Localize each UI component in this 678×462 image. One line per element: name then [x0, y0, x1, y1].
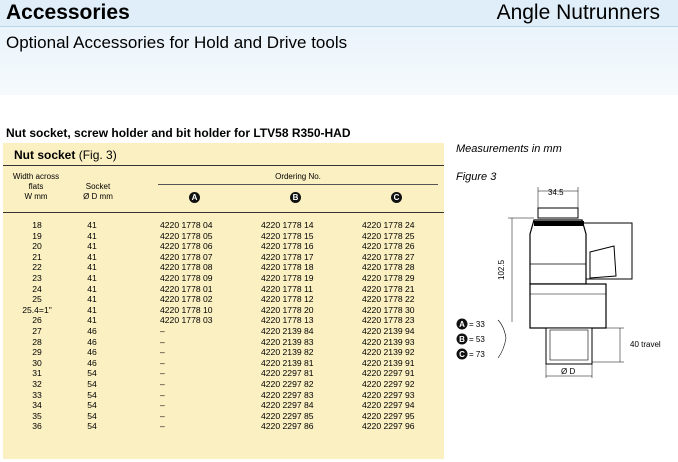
- cell-order-a: 4220 1778 10: [160, 304, 213, 315]
- dim-b-label: = 53: [469, 335, 485, 344]
- cell-order-b: 4220 1778 17: [261, 251, 314, 262]
- table-row: [3, 379, 444, 389]
- cell-order-b: 4220 1778 19: [261, 273, 314, 283]
- cell-width: 21: [32, 251, 42, 262]
- diameter-label: Ø D: [561, 367, 576, 376]
- table-row: [3, 347, 444, 357]
- travel-label: 40 travel: [630, 340, 661, 349]
- cell-order-b: 4220 2297 85: [261, 410, 314, 421]
- cell-width: 20: [32, 241, 42, 252]
- cell-socket: 41: [87, 251, 97, 262]
- cell-width: 24: [32, 283, 42, 294]
- table-row: [3, 273, 444, 283]
- cell-order-c: 4220 1778 23: [362, 315, 415, 326]
- col-header-width-line3: W mm: [24, 192, 48, 201]
- col-header-socket-line1: Socket: [85, 182, 111, 191]
- cell-order-a: 4220 1778 03: [160, 315, 213, 326]
- cell-width: 35: [32, 410, 42, 421]
- cell-socket: 41: [87, 241, 97, 252]
- col-header-socket: [74, 182, 122, 202]
- cell-order-b: 4220 2139 82: [261, 347, 314, 358]
- cell-order-c: 4220 1778 28: [362, 262, 415, 273]
- cell-order-c: 4220 2297 93: [362, 389, 415, 400]
- table-row: [3, 294, 444, 304]
- col-header-socket-line2: Ø D mm: [83, 192, 113, 201]
- table-row: [3, 315, 444, 325]
- cell-order-a: 4220 1778 07: [160, 251, 213, 262]
- cell-order-b: 4220 2139 81: [261, 357, 314, 368]
- cell-width: 25.4=1": [22, 304, 52, 315]
- cell-order-c: 4220 1778 30: [362, 304, 415, 315]
- cell-order-a: –: [160, 357, 165, 368]
- cell-order-b: 4220 1778 14: [261, 220, 314, 230]
- cell-width: 28: [32, 336, 42, 347]
- product-category: Angle Nutrunners: [496, 1, 660, 24]
- table-row: [3, 241, 444, 251]
- lower-body: [530, 284, 606, 328]
- table-rule-top: [3, 165, 444, 166]
- cell-width: 32: [32, 379, 42, 389]
- circle-a-icon: A: [189, 192, 200, 203]
- table-rule-header: [3, 212, 444, 213]
- cell-socket: 46: [87, 347, 97, 358]
- cell-width: 33: [32, 389, 42, 400]
- cell-order-b: 4220 1778 12: [261, 294, 314, 305]
- cell-order-b: 4220 1778 13: [261, 315, 314, 326]
- table-row: [3, 368, 444, 378]
- table-row: [3, 411, 444, 421]
- col-header-width-line2: flats: [28, 182, 44, 191]
- table-row: [3, 252, 444, 262]
- cell-order-c: 4220 2297 91: [362, 368, 415, 379]
- cell-width: 34: [32, 400, 42, 411]
- cell-order-b: 4220 1778 11: [261, 283, 313, 294]
- cell-order-a: 4220 1778 02: [160, 294, 213, 305]
- cell-order-b: 4220 2297 83: [261, 389, 314, 400]
- cell-order-a: –: [160, 379, 165, 389]
- cell-width: 19: [32, 230, 42, 241]
- table-row: [3, 231, 444, 241]
- cell-socket: 46: [87, 326, 97, 336]
- table-label-suffix: (Fig. 3): [78, 148, 117, 162]
- side-notch: [590, 246, 616, 278]
- cell-socket: 41: [87, 230, 97, 241]
- cell-order-a: 4220 1778 05: [160, 230, 213, 241]
- cell-width: 27: [32, 326, 42, 336]
- table-row: [3, 262, 444, 272]
- cell-socket: 54: [87, 379, 97, 389]
- cell-order-a: 4220 1778 04: [160, 220, 213, 230]
- cell-socket: 54: [87, 400, 97, 411]
- cell-width: 36: [32, 421, 42, 432]
- cell-order-a: –: [160, 400, 165, 411]
- cell-order-c: 4220 1778 27: [362, 251, 415, 262]
- cell-width: 29: [32, 347, 42, 358]
- cell-order-a: 4220 1778 01: [160, 283, 213, 294]
- cell-order-a: –: [160, 326, 165, 336]
- cell-socket: 41: [87, 315, 97, 326]
- cell-socket: 41: [87, 220, 97, 230]
- cell-width: 25: [32, 294, 42, 305]
- dim-a-label: = 33: [469, 320, 485, 329]
- cell-order-a: –: [160, 347, 165, 358]
- cell-order-c: 4220 2297 92: [362, 379, 415, 389]
- cell-order-a: 4220 1778 09: [160, 273, 213, 283]
- page-title: Accessories: [6, 1, 130, 24]
- table-rule-ordering: [158, 184, 438, 185]
- dim-height-label: 102.5: [497, 259, 506, 280]
- table-label: [14, 148, 117, 162]
- cell-order-a: –: [160, 336, 165, 347]
- cell-order-a: –: [160, 389, 165, 400]
- cell-socket: 54: [87, 368, 97, 379]
- nut-socket-diagram: [450, 180, 672, 380]
- table-row: [3, 337, 444, 347]
- marker-a-letter: A: [459, 320, 465, 329]
- cell-socket: 41: [87, 283, 97, 294]
- table-row: [3, 326, 444, 336]
- cell-order-b: 4220 2297 86: [261, 421, 314, 432]
- cell-order-c: 4220 1778 29: [362, 273, 415, 283]
- marker-c-letter: C: [459, 350, 465, 359]
- circle-c-icon: C: [391, 192, 402, 203]
- cell-socket: 54: [87, 421, 97, 432]
- cell-order-b: 4220 2297 81: [261, 368, 314, 379]
- cell-order-b: 4220 2139 84: [261, 326, 314, 336]
- marker-b-letter: B: [459, 335, 465, 344]
- cell-width: 22: [32, 262, 42, 273]
- table-row: [3, 220, 444, 230]
- cell-order-b: 4220 1778 15: [261, 230, 314, 241]
- cell-order-b: 4220 1778 18: [261, 262, 314, 273]
- cell-width: 30: [32, 357, 42, 368]
- cell-order-a: 4220 1778 08: [160, 262, 213, 273]
- cell-order-c: 4220 2139 92: [362, 347, 415, 358]
- table-row: [3, 358, 444, 368]
- cell-order-c: 4220 1778 21: [362, 283, 415, 294]
- cell-order-b: 4220 2297 84: [261, 400, 314, 411]
- measurements-note: Measurements in mm: [456, 143, 562, 155]
- col-header-width: [6, 172, 66, 202]
- cell-order-c: 4220 2297 94: [362, 400, 415, 411]
- cell-order-c: 4220 2297 95: [362, 410, 415, 421]
- table-row: [3, 305, 444, 315]
- table-row: [3, 421, 444, 431]
- circle-b-icon: B: [290, 192, 301, 203]
- cell-socket: 54: [87, 410, 97, 421]
- cell-socket: 41: [87, 262, 97, 273]
- dark-band: [534, 221, 584, 226]
- cell-order-c: 4220 1778 26: [362, 241, 415, 252]
- col-header-ordering: Ordering No.: [275, 172, 321, 181]
- section-title: Nut socket, screw holder and bit holder for LTV58 R350-HAD: [6, 126, 351, 140]
- top-cap: [538, 208, 578, 218]
- cell-order-a: –: [160, 421, 165, 432]
- cell-order-b: 4220 1778 20: [261, 304, 314, 315]
- cell-socket: 41: [87, 304, 97, 315]
- cell-order-b: 4220 2139 83: [261, 336, 314, 347]
- cell-socket: 46: [87, 357, 97, 368]
- dim-c-label: = 73: [469, 350, 485, 359]
- cell-order-c: 4220 1778 25: [362, 230, 415, 241]
- cell-order-c: 4220 2139 94: [362, 326, 415, 336]
- col-header-width-line1: Width across: [12, 172, 60, 181]
- figure-caption: Figure 3: [456, 171, 497, 183]
- cell-width: 26: [32, 315, 42, 326]
- main-body: [530, 220, 586, 284]
- cell-order-c: 4220 2139 93: [362, 336, 415, 347]
- table-label-main: Nut socket: [14, 148, 76, 162]
- cell-order-c: 4220 1778 24: [362, 220, 415, 230]
- cell-order-c: 4220 2139 91: [362, 357, 415, 368]
- cell-width: 18: [32, 220, 42, 230]
- cell-socket: 41: [87, 294, 97, 305]
- cell-width: 31: [32, 368, 42, 379]
- cell-order-c: 4220 1778 22: [362, 294, 415, 305]
- table-row: [3, 390, 444, 400]
- cell-socket: 54: [87, 389, 97, 400]
- cell-order-b: 4220 1778 16: [261, 241, 314, 252]
- cell-width: 23: [32, 273, 42, 283]
- cell-order-c: 4220 2297 96: [362, 421, 415, 432]
- socket-inner: [550, 330, 588, 360]
- dim-top-label: 34.5: [548, 188, 564, 197]
- cell-socket: 46: [87, 336, 97, 347]
- table-row: [3, 284, 444, 294]
- table-row: [3, 400, 444, 410]
- cell-order-b: 4220 2297 82: [261, 379, 314, 389]
- page-subtitle: Optional Accessories for Hold and Drive tools: [6, 33, 348, 52]
- cell-order-a: –: [160, 368, 165, 379]
- cell-order-a: –: [160, 410, 165, 421]
- marker-brace: [498, 320, 506, 358]
- cell-order-a: 4220 1778 06: [160, 241, 213, 252]
- cell-socket: 41: [87, 273, 97, 283]
